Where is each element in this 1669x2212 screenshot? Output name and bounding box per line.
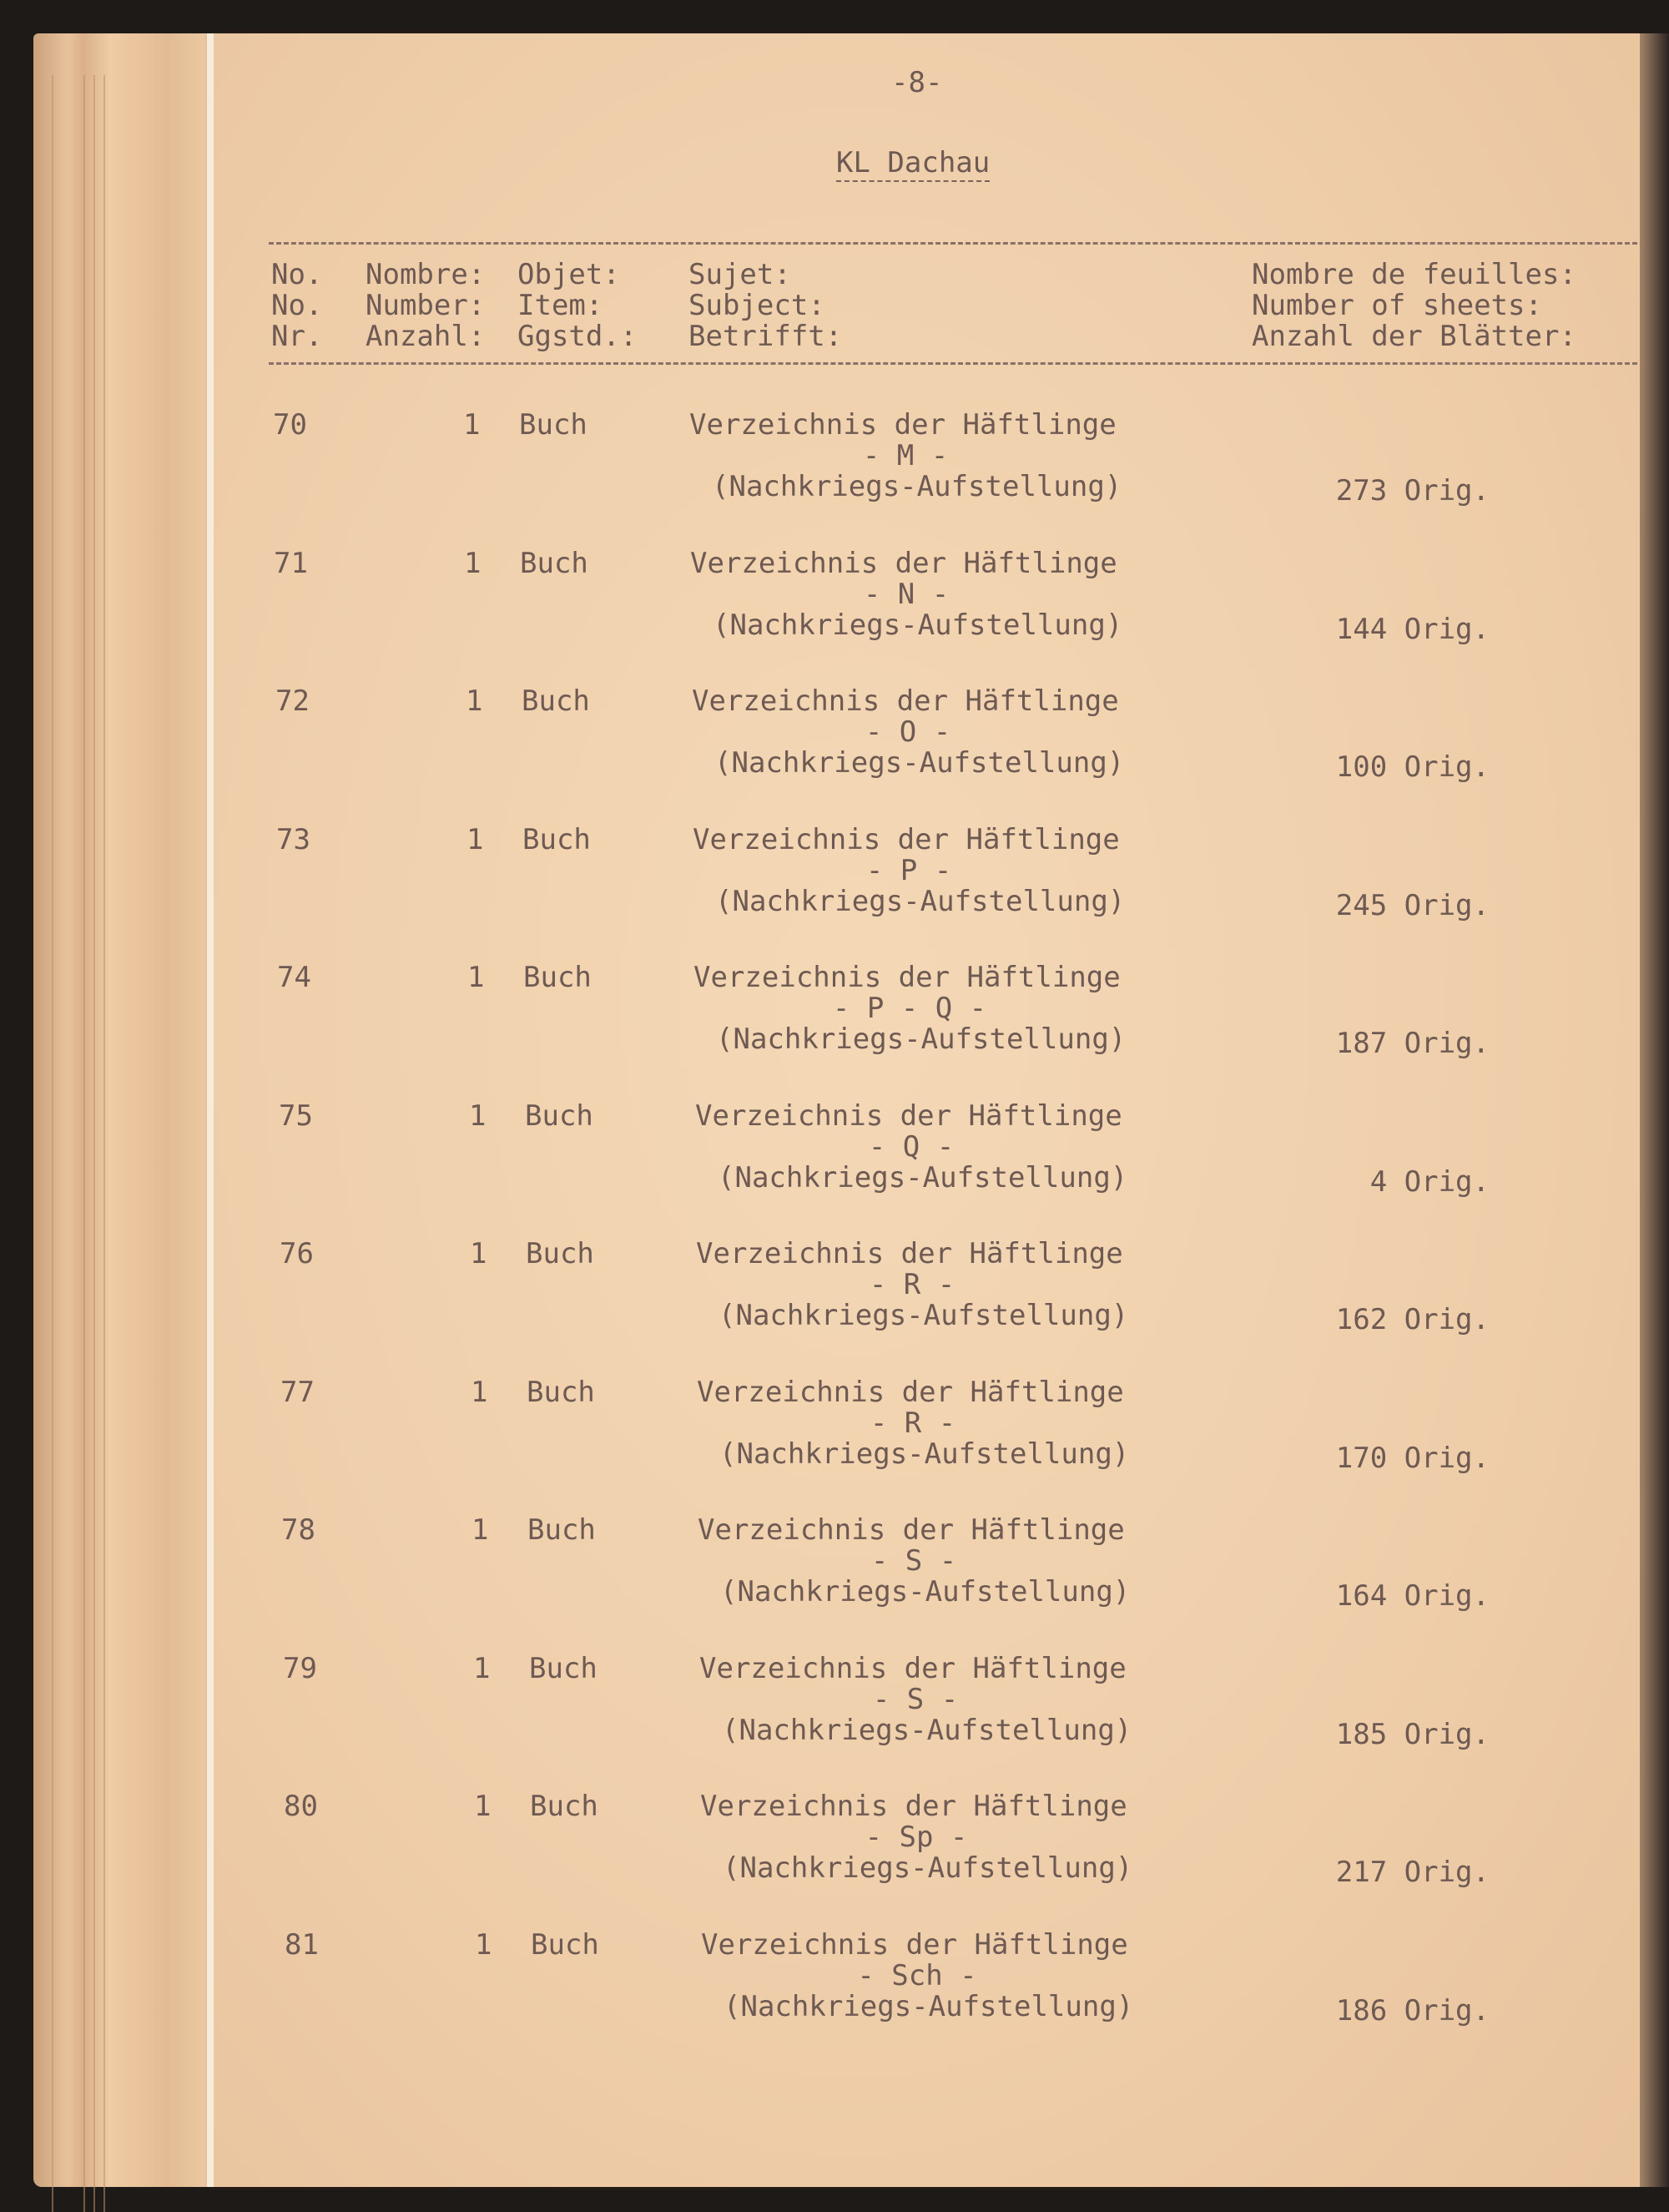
entry-sheets: 185 Orig.	[1335, 1718, 1490, 1751]
entry-number: 76	[280, 1237, 314, 1270]
entry-note: (Nachkriegs-Aufstellung)	[712, 470, 1122, 503]
entry-letter: - M -	[862, 439, 949, 472]
entry-sheets: 273 Orig.	[1335, 474, 1490, 508]
entry-note: (Nachkriegs-Aufstellung)	[724, 1990, 1134, 2023]
entry-note: (Nachkriegs-Aufstellung)	[716, 1023, 1127, 1056]
entry-number: 77	[280, 1376, 315, 1409]
entry-number: 79	[283, 1652, 317, 1685]
entry-sheets: 245 Orig.	[1335, 889, 1490, 922]
entry-number: 72	[275, 684, 310, 718]
entry-note: (Nachkriegs-Aufstellung)	[715, 885, 1126, 918]
entry-subject: Verzeichnis der Häftlinge	[693, 823, 1120, 856]
entry-count: 1	[466, 823, 484, 856]
entry-subject: Verzeichnis der Häftlinge	[690, 547, 1117, 580]
entry-sheets: 217 Orig.	[1335, 1856, 1490, 1889]
entry-letter: - Sch -	[857, 1959, 977, 1992]
header-sheets-en: Number of sheets:	[1252, 289, 1542, 322]
entry-count: 1	[471, 1376, 488, 1409]
entry-subject: Verzeichnis der Häftlinge	[692, 684, 1119, 718]
entry-letter: - Sp -	[865, 1821, 968, 1854]
entry-subject: Verzeichnis der Häftlinge	[697, 1376, 1124, 1409]
entry-number: 78	[281, 1513, 315, 1547]
entry-sheets: 186 Orig.	[1335, 1994, 1490, 2028]
entry-item: Buch	[526, 1237, 594, 1270]
entry-note: (Nachkriegs-Aufstellung)	[720, 1575, 1131, 1608]
entry-letter: - P - Q -	[832, 992, 987, 1025]
entry-note: (Nachkriegs-Aufstellung)	[722, 1714, 1132, 1747]
header-subject-en: Subject:	[688, 289, 825, 322]
header-bottom-rule	[269, 362, 1637, 365]
header-sheets-de: Anzahl der Blätter:	[1252, 320, 1576, 353]
entry-item: Buch	[522, 684, 590, 718]
page-binding-edge	[207, 33, 214, 2187]
header-subject-fr: Sujet:	[688, 258, 791, 291]
entry-count: 1	[466, 684, 483, 718]
entry-letter: - P -	[865, 854, 952, 887]
entry-count: 1	[464, 547, 482, 580]
entry-subject: Verzeichnis der Häftlinge	[698, 1513, 1125, 1547]
header-number-en: Number:	[366, 289, 486, 322]
entry-sheets: 162 Orig.	[1335, 1303, 1490, 1336]
header-no-fr: No.	[271, 258, 323, 291]
header-item-de: Ggstd.:	[517, 320, 638, 353]
entry-number: 73	[276, 823, 310, 856]
entry-subject: Verzeichnis der Häftlinge	[693, 961, 1121, 994]
entry-item: Buch	[529, 1652, 598, 1685]
entry-letter: - N -	[863, 578, 950, 611]
header-subject-de: Betrifft:	[688, 320, 843, 353]
entry-count: 1	[471, 1513, 489, 1547]
entry-item: Buch	[523, 961, 592, 994]
entry-number: 74	[277, 961, 311, 994]
page-number: -8-	[891, 66, 943, 99]
entry-note: (Nachkriegs-Aufstellung)	[714, 746, 1125, 780]
page-heading: KL Dachau	[836, 149, 990, 182]
header-number-de: Anzahl:	[366, 320, 486, 353]
entry-item: Buch	[531, 1928, 599, 1962]
entry-item: Buch	[520, 547, 588, 580]
entry-item: Buch	[527, 1513, 596, 1547]
entry-item: Buch	[527, 1376, 595, 1409]
header-number-fr: Nombre:	[366, 258, 486, 291]
entry-note: (Nachkriegs-Aufstellung)	[719, 1437, 1130, 1471]
entry-number: 81	[285, 1928, 319, 1962]
header-item-en: Item:	[517, 289, 603, 322]
entry-note: (Nachkriegs-Aufstellung)	[718, 1161, 1128, 1194]
entry-subject: Verzeichnis der Häftlinge	[689, 408, 1117, 442]
entry-subject: Verzeichnis der Häftlinge	[699, 1652, 1127, 1685]
entry-count: 1	[470, 1237, 487, 1270]
entry-letter: - R -	[870, 1406, 956, 1440]
entry-subject: Verzeichnis der Häftlinge	[696, 1237, 1123, 1270]
entry-count: 1	[474, 1790, 492, 1823]
entry-note: (Nachkriegs-Aufstellung)	[723, 1851, 1133, 1885]
entry-sheets: 164 Orig.	[1335, 1579, 1490, 1613]
header-no-de: Nr.	[271, 320, 323, 353]
entry-number: 75	[279, 1099, 313, 1133]
header-no-en: No.	[271, 289, 323, 322]
entry-letter: - O -	[865, 715, 951, 749]
page-stack-edges	[33, 33, 225, 2187]
entry-letter: - Q -	[868, 1130, 955, 1164]
entry-note: (Nachkriegs-Aufstellung)	[719, 1299, 1129, 1332]
entry-subject: Verzeichnis der Häftlinge	[700, 1790, 1127, 1823]
entry-number: 80	[284, 1790, 318, 1823]
entry-letter: - S -	[870, 1544, 957, 1578]
entry-item: Buch	[522, 823, 591, 856]
entry-subject: Verzeichnis der Häftlinge	[695, 1099, 1122, 1133]
entry-item: Buch	[530, 1790, 598, 1823]
entry-note: (Nachkriegs-Aufstellung)	[713, 609, 1123, 642]
entry-count: 1	[463, 408, 481, 442]
entry-number: 70	[273, 408, 307, 442]
entry-letter: - S -	[872, 1683, 959, 1716]
entry-count: 1	[475, 1928, 492, 1962]
header-top-rule	[269, 242, 1637, 245]
header-sheets-fr: Nombre de feuilles:	[1252, 258, 1576, 291]
entry-number: 71	[274, 547, 308, 580]
entry-sheets: 170 Orig.	[1335, 1442, 1490, 1475]
entry-count: 1	[473, 1652, 491, 1685]
header-item-fr: Objet:	[517, 258, 620, 291]
entry-sheets: 4 Orig.	[1369, 1165, 1490, 1199]
entry-sheets: 144 Orig.	[1335, 613, 1490, 646]
entry-item: Buch	[519, 408, 587, 442]
entry-sheets: 187 Orig.	[1335, 1027, 1490, 1060]
entry-count: 1	[467, 961, 485, 994]
entry-letter: - R -	[869, 1268, 956, 1301]
entry-sheets: 100 Orig.	[1335, 750, 1490, 784]
entry-subject: Verzeichnis der Häftlinge	[701, 1928, 1128, 1962]
entry-count: 1	[469, 1099, 487, 1133]
entry-item: Buch	[525, 1099, 593, 1133]
